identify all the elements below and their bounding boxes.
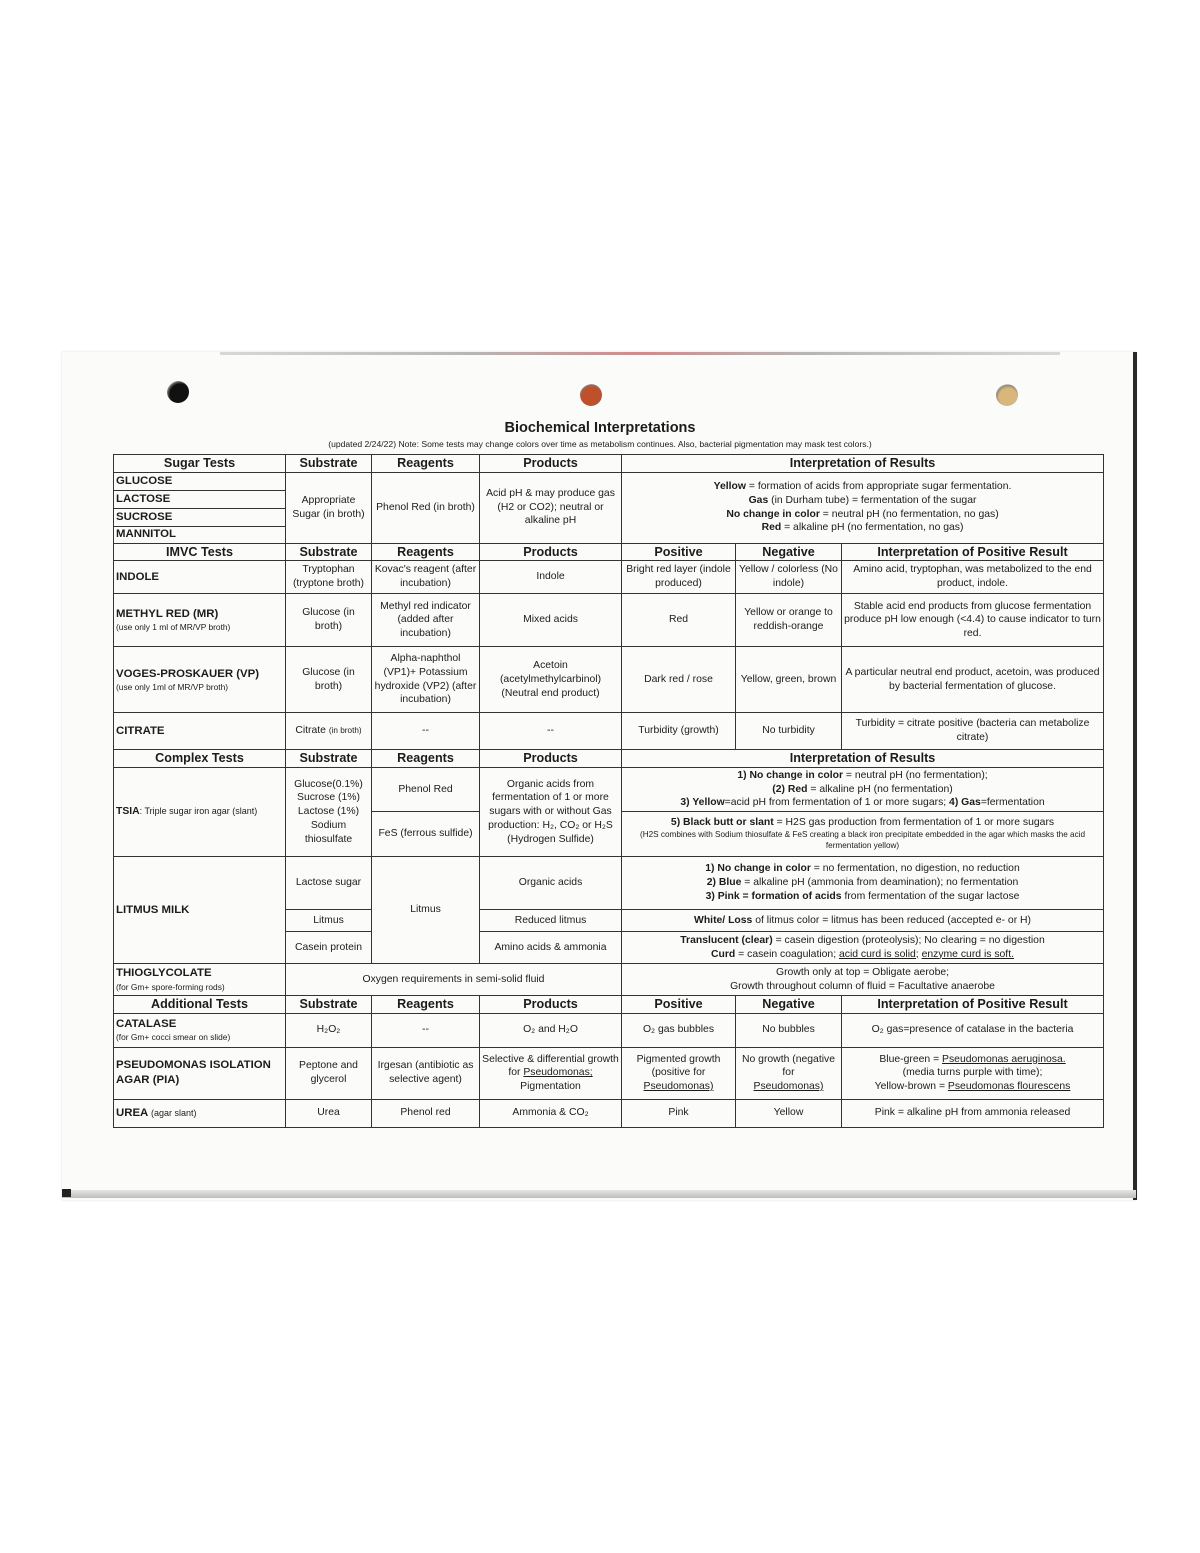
substrate-cell: Litmus xyxy=(286,910,372,932)
table-row xyxy=(114,1099,1104,1127)
substrate-cell: Glucose (in broth) xyxy=(286,594,372,647)
sugar-products: Acid pH & may produce gas (H2 or CO2); neutral or alkaline pH xyxy=(480,472,622,543)
table-row xyxy=(114,594,1104,647)
table-row xyxy=(114,1013,1104,1047)
negative-cell: Yellow or orange to reddish-orange xyxy=(736,594,842,647)
reagents-cell: Kovac's reagent (after incubation) xyxy=(372,561,480,594)
interpretation-cell: Amino acid, tryptophan, was metabolized to the end product, indole. xyxy=(842,561,1104,594)
interpretation-cell: White/ Loss of litmus color = litmus has been reduced (accepted e- or H) xyxy=(622,910,1104,932)
biochemical-table xyxy=(113,454,1104,1128)
sugar-reagents: Phenol Red (in broth) xyxy=(372,472,480,543)
positive-cell: Red xyxy=(622,594,736,647)
substrate-cell: H₂O₂ xyxy=(286,1013,372,1047)
document-note: (updated 2/24/22) Note: Some tests may change colors over time as metabolism continues. Also, bacterial pigmentation may mask test colors.) xyxy=(328,439,872,449)
sheet-bottom-edge xyxy=(62,1190,1136,1198)
positive-cell: Turbidity (growth) xyxy=(622,713,736,750)
products-header: Products xyxy=(480,750,622,768)
punch-hole-icon xyxy=(167,381,189,403)
products-cell: Reduced litmus xyxy=(480,910,622,932)
sugar-tests-header: Sugar Tests xyxy=(114,455,286,473)
sugar-interpretation: Yellow = formation of acids from appropriate sugar fermentation. Gas (in Durham tube) = fermentation of the sugar No change in color = neutral pH (no fermentation, no gas) Red = alkaline pH (no fermentation, no gas) xyxy=(622,472,1104,543)
test-name: CITRATE xyxy=(114,713,286,750)
substrate-header: Substrate xyxy=(286,455,372,473)
negative-cell: Yellow / colorless (No indole) xyxy=(736,561,842,594)
reagents-header: Reagents xyxy=(372,996,480,1014)
products-cell: Organic acids xyxy=(480,857,622,910)
table-row xyxy=(114,857,1104,910)
sugar-sucrose: SUCROSE xyxy=(114,508,286,526)
negative-cell: No growth (negative for Pseudomonas) xyxy=(736,1047,842,1099)
products-cell: Acetoin (acetylmethylcarbinol) (Neutral end product) xyxy=(480,647,622,713)
reagents-header: Reagents xyxy=(372,750,480,768)
test-name: METHYL RED (MR) (use only 1 ml of MR/VP broth) xyxy=(114,594,286,647)
positive-cell: Pigmented growth (positive for Pseudomonas) xyxy=(622,1047,736,1099)
products-cell: Ammonia & CO₂ xyxy=(480,1099,622,1127)
reagents-header: Reagents xyxy=(372,455,480,473)
substrate-cell: Urea xyxy=(286,1099,372,1127)
products-cell: O₂ and H₂O xyxy=(480,1013,622,1047)
table-row xyxy=(114,713,1104,750)
test-name: UREA (agar slant) xyxy=(114,1099,286,1127)
sheet-right-edge xyxy=(1133,352,1137,1200)
positive-header: Positive xyxy=(622,996,736,1014)
test-name: VOGES-PROSKAUER (VP) (use only 1ml of MR/VP broth) xyxy=(114,647,286,713)
test-name: THIOGLYCOLATE (for Gm+ spore-forming rods) xyxy=(114,964,286,996)
products-cell: Mixed acids xyxy=(480,594,622,647)
positive-cell: Pink xyxy=(622,1099,736,1127)
reagents-cell: Alpha-naphthol (VP1)+ Potassium hydroxide (VP2) (after incubation) xyxy=(372,647,480,713)
substrate-cell: Glucose (in broth) xyxy=(286,647,372,713)
document-title: Biochemical Interpretations xyxy=(504,420,696,436)
test-name: CATALASE (for Gm+ cocci smear on slide) xyxy=(114,1013,286,1047)
reagents-cell: -- xyxy=(372,1013,480,1047)
reagents-cell: Methyl red indicator (added after incubation) xyxy=(372,594,480,647)
negative-cell: Yellow, green, brown xyxy=(736,647,842,713)
test-name: PSEUDOMONAS ISOLATION AGAR (PIA) xyxy=(114,1047,286,1099)
reagents-cell: Irgesan (antibiotic as selective agent) xyxy=(372,1047,480,1099)
imvc-tests-header: IMVC Tests xyxy=(114,543,286,561)
substrate-header: Substrate xyxy=(286,996,372,1014)
table-row xyxy=(114,767,1104,811)
interpretation-cell: Growth only at top = Obligate aerobe; Growth throughout column of fluid = Facultative anaerobe xyxy=(622,964,1104,996)
interpretation-cell: Translucent (clear) = casein digestion (proteolysis); No clearing = no digestion Curd = casein coagulation; acid curd is solid; enzyme curd is soft. xyxy=(622,932,1104,964)
interpretation-header: Interpretation of Results xyxy=(622,750,1104,768)
interpretation-cell: 1) No change in color = no fermentation, no digestion, no reduction 2) Blue = alkaline pH (ammonia from deamination); no fermentation 3) Pink = formation of acids from fermentation of the sugar lactose xyxy=(622,857,1104,910)
substrate-cell: Glucose(0.1%) Sucrose (1%) Lactose (1%) Sodium thiosulfate xyxy=(286,767,372,856)
positive-cell: Dark red / rose xyxy=(622,647,736,713)
negative-header: Negative xyxy=(736,996,842,1014)
test-name: TSIA: Triple sugar iron agar (slant) xyxy=(114,767,286,856)
negative-cell: No bubbles xyxy=(736,1013,842,1047)
products-cell: Organic acids from fermentation of 1 or more sugars with or without Gas production: H₂, CO₂ or H₂S (Hydrogen Sulfide) xyxy=(480,767,622,856)
reagents-header: Reagents xyxy=(372,543,480,561)
table-row xyxy=(114,1047,1104,1099)
interpretation-cell: 1) No change in color = neutral pH (no fermentation); (2) Red = alkaline pH (no fermentation) 3) Yellow=acid pH from fermentation of 1 or more sugars; 4) Gas=fermentation xyxy=(622,767,1104,811)
products-header: Products xyxy=(480,543,622,561)
reagents-cell: Phenol Red xyxy=(372,767,480,811)
additional-tests-header: Additional Tests xyxy=(114,996,286,1014)
positive-cell: Bright red layer (indole produced) xyxy=(622,561,736,594)
interpretation-positive-header: Interpretation of Positive Result xyxy=(842,996,1104,1014)
products-header: Products xyxy=(480,996,622,1014)
test-name: INDOLE xyxy=(114,561,286,594)
punch-hole-icon xyxy=(996,384,1018,406)
products-cell: -- xyxy=(480,713,622,750)
table-row xyxy=(114,647,1104,713)
interpretation-cell: A particular neutral end product, acetoin, was produced by bacterial fermentation of glucose. xyxy=(842,647,1104,713)
substrate-cell: Lactose sugar xyxy=(286,857,372,910)
sheet-top-edge xyxy=(220,352,1060,355)
sugar-lactose: LACTOSE xyxy=(114,490,286,508)
punch-hole-icon xyxy=(580,384,602,406)
negative-header: Negative xyxy=(736,543,842,561)
products-cell: Amino acids & ammonia xyxy=(480,932,622,964)
products-header: Products xyxy=(480,455,622,473)
interpretation-cell: Turbidity = citrate positive (bacteria can metabolize citrate) xyxy=(842,713,1104,750)
interpretation-cell: 5) Black butt or slant = H2S gas production from fermentation of 1 or more sugars (H2S combines with Sodium thiosulfate & FeS creating a black iron precipitate embedded in the agar which masks the acid fermentation yellow) xyxy=(622,812,1104,857)
negative-cell: Yellow xyxy=(736,1099,842,1127)
substrate-header: Substrate xyxy=(286,750,372,768)
products-cell: Indole xyxy=(480,561,622,594)
table-row xyxy=(114,561,1104,594)
interpretation-cell: O₂ gas=presence of catalase in the bacteria xyxy=(842,1013,1104,1047)
positive-header: Positive xyxy=(622,543,736,561)
interpretation-positive-header: Interpretation of Positive Result xyxy=(842,543,1104,561)
corner-mark xyxy=(62,1189,71,1197)
reagents-cell: FeS (ferrous sulfide) xyxy=(372,812,480,857)
interpretation-cell: Stable acid end products from glucose fermentation produce pH low enough (<4.4) to cause indicator to turn red. xyxy=(842,594,1104,647)
complex-tests-header: Complex Tests xyxy=(114,750,286,768)
reagents-cell: -- xyxy=(372,713,480,750)
positive-cell: O₂ gas bubbles xyxy=(622,1013,736,1047)
substrate-cell: Tryptophan (tryptone broth) xyxy=(286,561,372,594)
substrate-cell: Peptone and glycerol xyxy=(286,1047,372,1099)
sugar-mannitol: MANNITOL xyxy=(114,526,286,543)
sugar-glucose: GLUCOSE xyxy=(114,472,286,490)
table-row xyxy=(114,964,1104,996)
substrate-cell: Citrate (in broth) xyxy=(286,713,372,750)
sugar-substrate: Appropriate Sugar (in broth) xyxy=(286,472,372,543)
reagents-cell: Litmus xyxy=(372,857,480,964)
substrate-header: Substrate xyxy=(286,543,372,561)
products-cell: Selective & differential growth for Pseudomonas; Pigmentation xyxy=(480,1047,622,1099)
interpretation-header: Interpretation of Results xyxy=(622,455,1104,473)
negative-cell: No turbidity xyxy=(736,713,842,750)
substrate-cell: Casein protein xyxy=(286,932,372,964)
interpretation-cell: Pink = alkaline pH from ammonia released xyxy=(842,1099,1104,1127)
thio-description: Oxygen requirements in semi-solid fluid xyxy=(286,964,622,996)
test-name: LITMUS MILK xyxy=(114,857,286,964)
interpretation-cell: Blue-green = Pseudomonas aeruginosa. (media turns purple with time); Yellow-brown = Pseudomonas flourescens xyxy=(842,1047,1104,1099)
reagents-cell: Phenol red xyxy=(372,1099,480,1127)
